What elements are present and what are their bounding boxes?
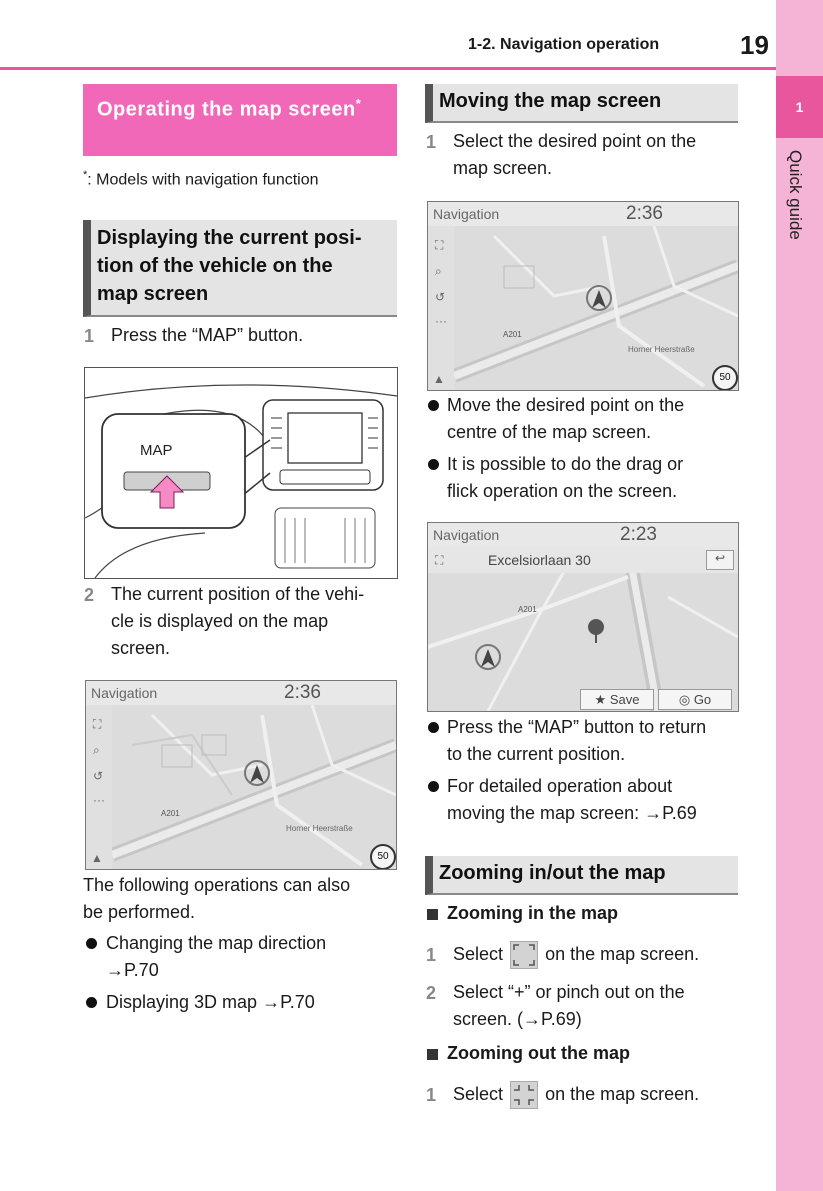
step-number: 1 bbox=[426, 1085, 437, 1105]
street-label: Horner Heerstraße bbox=[286, 824, 353, 833]
dashboard-illustration bbox=[84, 367, 398, 579]
map-drawing bbox=[454, 226, 738, 390]
search-icon[interactable]: ⌕ bbox=[435, 264, 442, 278]
bullet bbox=[428, 722, 439, 733]
page-number: 19 bbox=[740, 30, 769, 60]
road-label: A201 bbox=[161, 809, 180, 818]
step-number: 1 bbox=[84, 326, 95, 346]
bullet-text: Press the “MAP” button to return to the current position. bbox=[447, 717, 707, 764]
bullet bbox=[86, 938, 97, 949]
header-rule bbox=[0, 67, 776, 70]
step-text: Select on the map screen. bbox=[453, 941, 699, 969]
more-icon[interactable]: ··· bbox=[435, 314, 447, 328]
zoom-out-icon bbox=[510, 1081, 538, 1109]
step-number: 1 bbox=[426, 132, 437, 152]
more-icon[interactable]: ··· bbox=[93, 793, 105, 807]
bullet-text: Move the desired point on the centre of the map screen. bbox=[447, 395, 685, 442]
running-header: 1-2. Navigation operation bbox=[468, 36, 660, 53]
map-drawing bbox=[112, 705, 396, 869]
search-icon[interactable]: ⌕ bbox=[93, 743, 100, 757]
arrow-icon: ▲ bbox=[91, 851, 103, 865]
paragraph: The following operations can also be performed. bbox=[83, 875, 351, 922]
speed-limit-badge: 50 bbox=[712, 365, 738, 391]
back-button[interactable]: ↩ bbox=[706, 550, 734, 570]
history-icon[interactable]: ↺ bbox=[435, 290, 446, 304]
main-title: Operating the map screen* bbox=[97, 96, 362, 121]
nav-clock: 2:36 bbox=[626, 203, 663, 224]
nav-header bbox=[428, 523, 738, 547]
compass-icon: ◎ bbox=[678, 692, 691, 707]
speed-limit-badge: 50 bbox=[370, 844, 396, 870]
history-icon[interactable]: ↺ bbox=[93, 769, 104, 783]
subhead-marker bbox=[427, 909, 438, 920]
nav-screen-left bbox=[85, 680, 397, 870]
chapter-number: 1 bbox=[776, 76, 823, 138]
zoom-icon[interactable]: ⛶ bbox=[93, 717, 102, 731]
step-text: Select “+” or pinch out on the screen. (→P.69) bbox=[453, 982, 685, 1029]
zoom-icon[interactable]: ⛶ bbox=[435, 553, 444, 567]
bullet-text: Changing the map direction →P.70 bbox=[106, 933, 327, 980]
road-label: A201 bbox=[503, 330, 522, 339]
bullet bbox=[428, 781, 439, 792]
step-number: 1 bbox=[426, 945, 437, 965]
arrow-icon: ▲ bbox=[433, 372, 445, 386]
nav-side-menu bbox=[86, 705, 112, 869]
bullet-text: Displaying 3D map →P.70 bbox=[106, 992, 315, 1012]
zoom-in-icon bbox=[510, 941, 538, 969]
bullet bbox=[428, 400, 439, 411]
step-number: 2 bbox=[426, 983, 437, 1003]
subhead-marker bbox=[427, 1049, 438, 1060]
dashboard-drawing bbox=[85, 368, 397, 578]
step-text: Select the desired point on the map screen. bbox=[453, 131, 697, 178]
chapter-label: Quick guide bbox=[786, 150, 805, 240]
bullet bbox=[86, 997, 97, 1008]
zoom-icon[interactable]: ⛶ bbox=[435, 238, 444, 252]
address-bar bbox=[428, 547, 738, 573]
save-button[interactable]: ★ Save bbox=[580, 689, 654, 710]
go-button[interactable]: ◎ Go bbox=[658, 689, 732, 710]
step-text: The current position of the vehi- cle is displayed on the map screen. bbox=[111, 584, 365, 658]
nav-clock: 2:36 bbox=[284, 682, 321, 703]
heading-moving-map-text: Moving the map screen bbox=[439, 90, 662, 112]
road-label: A201 bbox=[518, 605, 537, 614]
step-text: Select on the map screen. bbox=[453, 1081, 699, 1109]
nav-header bbox=[86, 681, 396, 705]
nav-clock: 2:23 bbox=[620, 524, 657, 545]
nav-title: Navigation bbox=[433, 527, 500, 543]
step-text: Press the “MAP” button. bbox=[111, 325, 304, 345]
nav-title: Navigation bbox=[91, 685, 158, 701]
bullet bbox=[428, 459, 439, 470]
subheading: Zooming in the map bbox=[447, 903, 618, 923]
bullet-text: It is possible to do the drag or flick operation on the screen. bbox=[447, 454, 684, 501]
nav-screen-right-1 bbox=[427, 201, 739, 391]
address-text: Excelsiorlaan 30 bbox=[488, 552, 591, 568]
heading-display-position-text: Displaying the current posi- tion of the vehicle on the map screen bbox=[97, 227, 362, 305]
nav-screen-right-2 bbox=[427, 522, 739, 712]
nav-title: Navigation bbox=[433, 206, 500, 222]
subheading: Zooming out the map bbox=[447, 1043, 630, 1063]
footnote: *: Models with navigation function bbox=[83, 169, 319, 189]
nav-header bbox=[428, 202, 738, 226]
map-button-label: MAP bbox=[140, 442, 173, 459]
street-label: Horner Heerstraße bbox=[628, 345, 695, 354]
star-icon: ★ bbox=[594, 692, 607, 707]
bullet-text: For detailed operation about moving the map screen: →P.69 bbox=[447, 776, 697, 823]
nav-side-menu bbox=[428, 226, 454, 390]
step-number: 2 bbox=[84, 585, 95, 605]
heading-zoom-text: Zooming in/out the map bbox=[439, 862, 666, 884]
